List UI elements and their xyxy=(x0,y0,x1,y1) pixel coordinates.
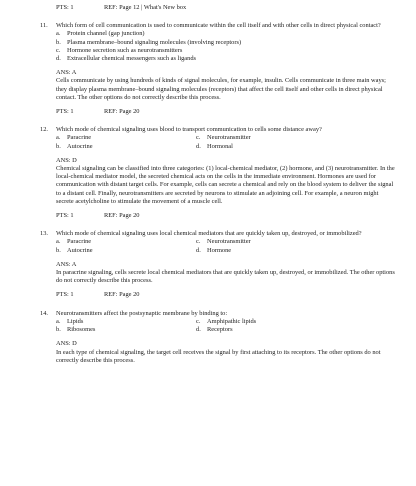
option-c: c. Hormone secretion such as neurotransmitters xyxy=(56,46,183,54)
option-a: a. Paracrine xyxy=(56,238,92,246)
option-b: b. Autocrine xyxy=(56,246,93,254)
answer-explanation: Cells communicate by using hundreds of kinds of signal molecules, for example, insulin. Cells communicate in three main ways; they display plasma membrane–bound signaling molecules (receptors) that affect the cell itself and other cells in direct physical contact. The other options do not correctly describe this process. xyxy=(56,77,386,101)
ref-label: REF: Page 20 xyxy=(104,212,140,220)
answer-explanation: In each type of chemical signaling, the target cell receives the signal by first attaching to its receptors. The other options do not correctly describe this process. xyxy=(56,348,381,364)
question-meta xyxy=(56,212,396,220)
answer-label: ANS: D xyxy=(56,340,77,348)
option-b: b. Autocrine xyxy=(56,142,93,150)
question-number: 13. xyxy=(40,230,48,238)
question-number: 14. xyxy=(40,309,48,317)
option-b: b. Plasma membrane–bound signaling molecules (involving receptors) xyxy=(56,38,242,46)
option-a: a. Protein channel (gap junction) xyxy=(56,30,145,38)
question-number: 11. xyxy=(40,22,48,30)
options-grid xyxy=(56,318,396,334)
question-stem: Neurotransmitters affect the postsynaptic membrane by binding to: xyxy=(56,309,228,317)
answer-label: ANS: D xyxy=(56,156,77,164)
option-d: d. Receptors xyxy=(196,326,233,334)
option-d: d. Hormone xyxy=(196,246,232,254)
ref-label: REF: Page 20 xyxy=(104,291,140,299)
question-meta xyxy=(56,108,396,116)
ref-label: REF: Page 12 | What's New box xyxy=(104,4,187,11)
answer-explanation: Chemical signaling can be classified into three categories: (1) local-chemical mediator, (2) hormone, and (3) neurotransmitter. In the local-chemical mediator model, the secreted chemical acts on the cells in the immediate environment. Hormones are used for communication with distant target cells. For example, cells can secrete a chemical and rely on the blood system to deliver the signal to a distant cell. Finally, neurotransmitters are secreted by neurons to stimulate an adjoining cell. For example, a neuron might secrete acetylcholine to stimulate the movement of a muscle cell. xyxy=(56,165,395,205)
options-grid xyxy=(56,238,396,254)
question-stem: Which mode of chemical signaling uses local chemical mediators that are quickly taken up, destroyed, or immobilized? xyxy=(56,230,362,238)
answer-label: ANS: A xyxy=(56,260,77,268)
options-list xyxy=(56,30,396,63)
pts-label: PTS: 1 xyxy=(56,4,74,11)
option-a: a. Paracrine xyxy=(56,134,92,142)
option-a: a. Lipids xyxy=(56,317,84,325)
question-stem: Which mode of chemical signaling uses blood to transport communication to cells some distance away? xyxy=(56,126,322,134)
question-number: 12. xyxy=(40,126,48,134)
option-c: c. Neurotransmitter xyxy=(196,238,251,246)
option-b: b. Ribosomes xyxy=(56,326,96,334)
top-meta xyxy=(56,4,396,12)
option-d: d. Hormonal xyxy=(196,142,233,150)
question-14 xyxy=(40,309,396,365)
question-meta xyxy=(56,291,396,299)
pts-label: PTS: 1 xyxy=(56,291,74,299)
options-grid xyxy=(56,134,396,150)
question-stem: Which form of cell communication is used to communicate within the cell itself and with other cells in direct physical contact? xyxy=(56,22,381,30)
question-11 xyxy=(40,22,396,116)
pts-label: PTS: 1 xyxy=(56,212,74,220)
question-13 xyxy=(40,230,396,299)
answer-explanation: In paracrine signaling, cells secrete local chemical mediators that are quickly taken up, destroyed, or immobilized. The other options do not correctly describe this process. xyxy=(56,269,395,285)
option-c: c. Neurotransmitter xyxy=(196,134,251,142)
answer-label: ANS: A xyxy=(56,69,77,77)
option-c: c. Amphipathic lipids xyxy=(196,317,257,325)
pts-label: PTS: 1 xyxy=(56,108,74,116)
ref-label: REF: Page 20 xyxy=(104,108,140,116)
option-d: d. Extracellular chemical messengers such as ligands xyxy=(56,55,197,63)
question-12 xyxy=(40,126,396,220)
